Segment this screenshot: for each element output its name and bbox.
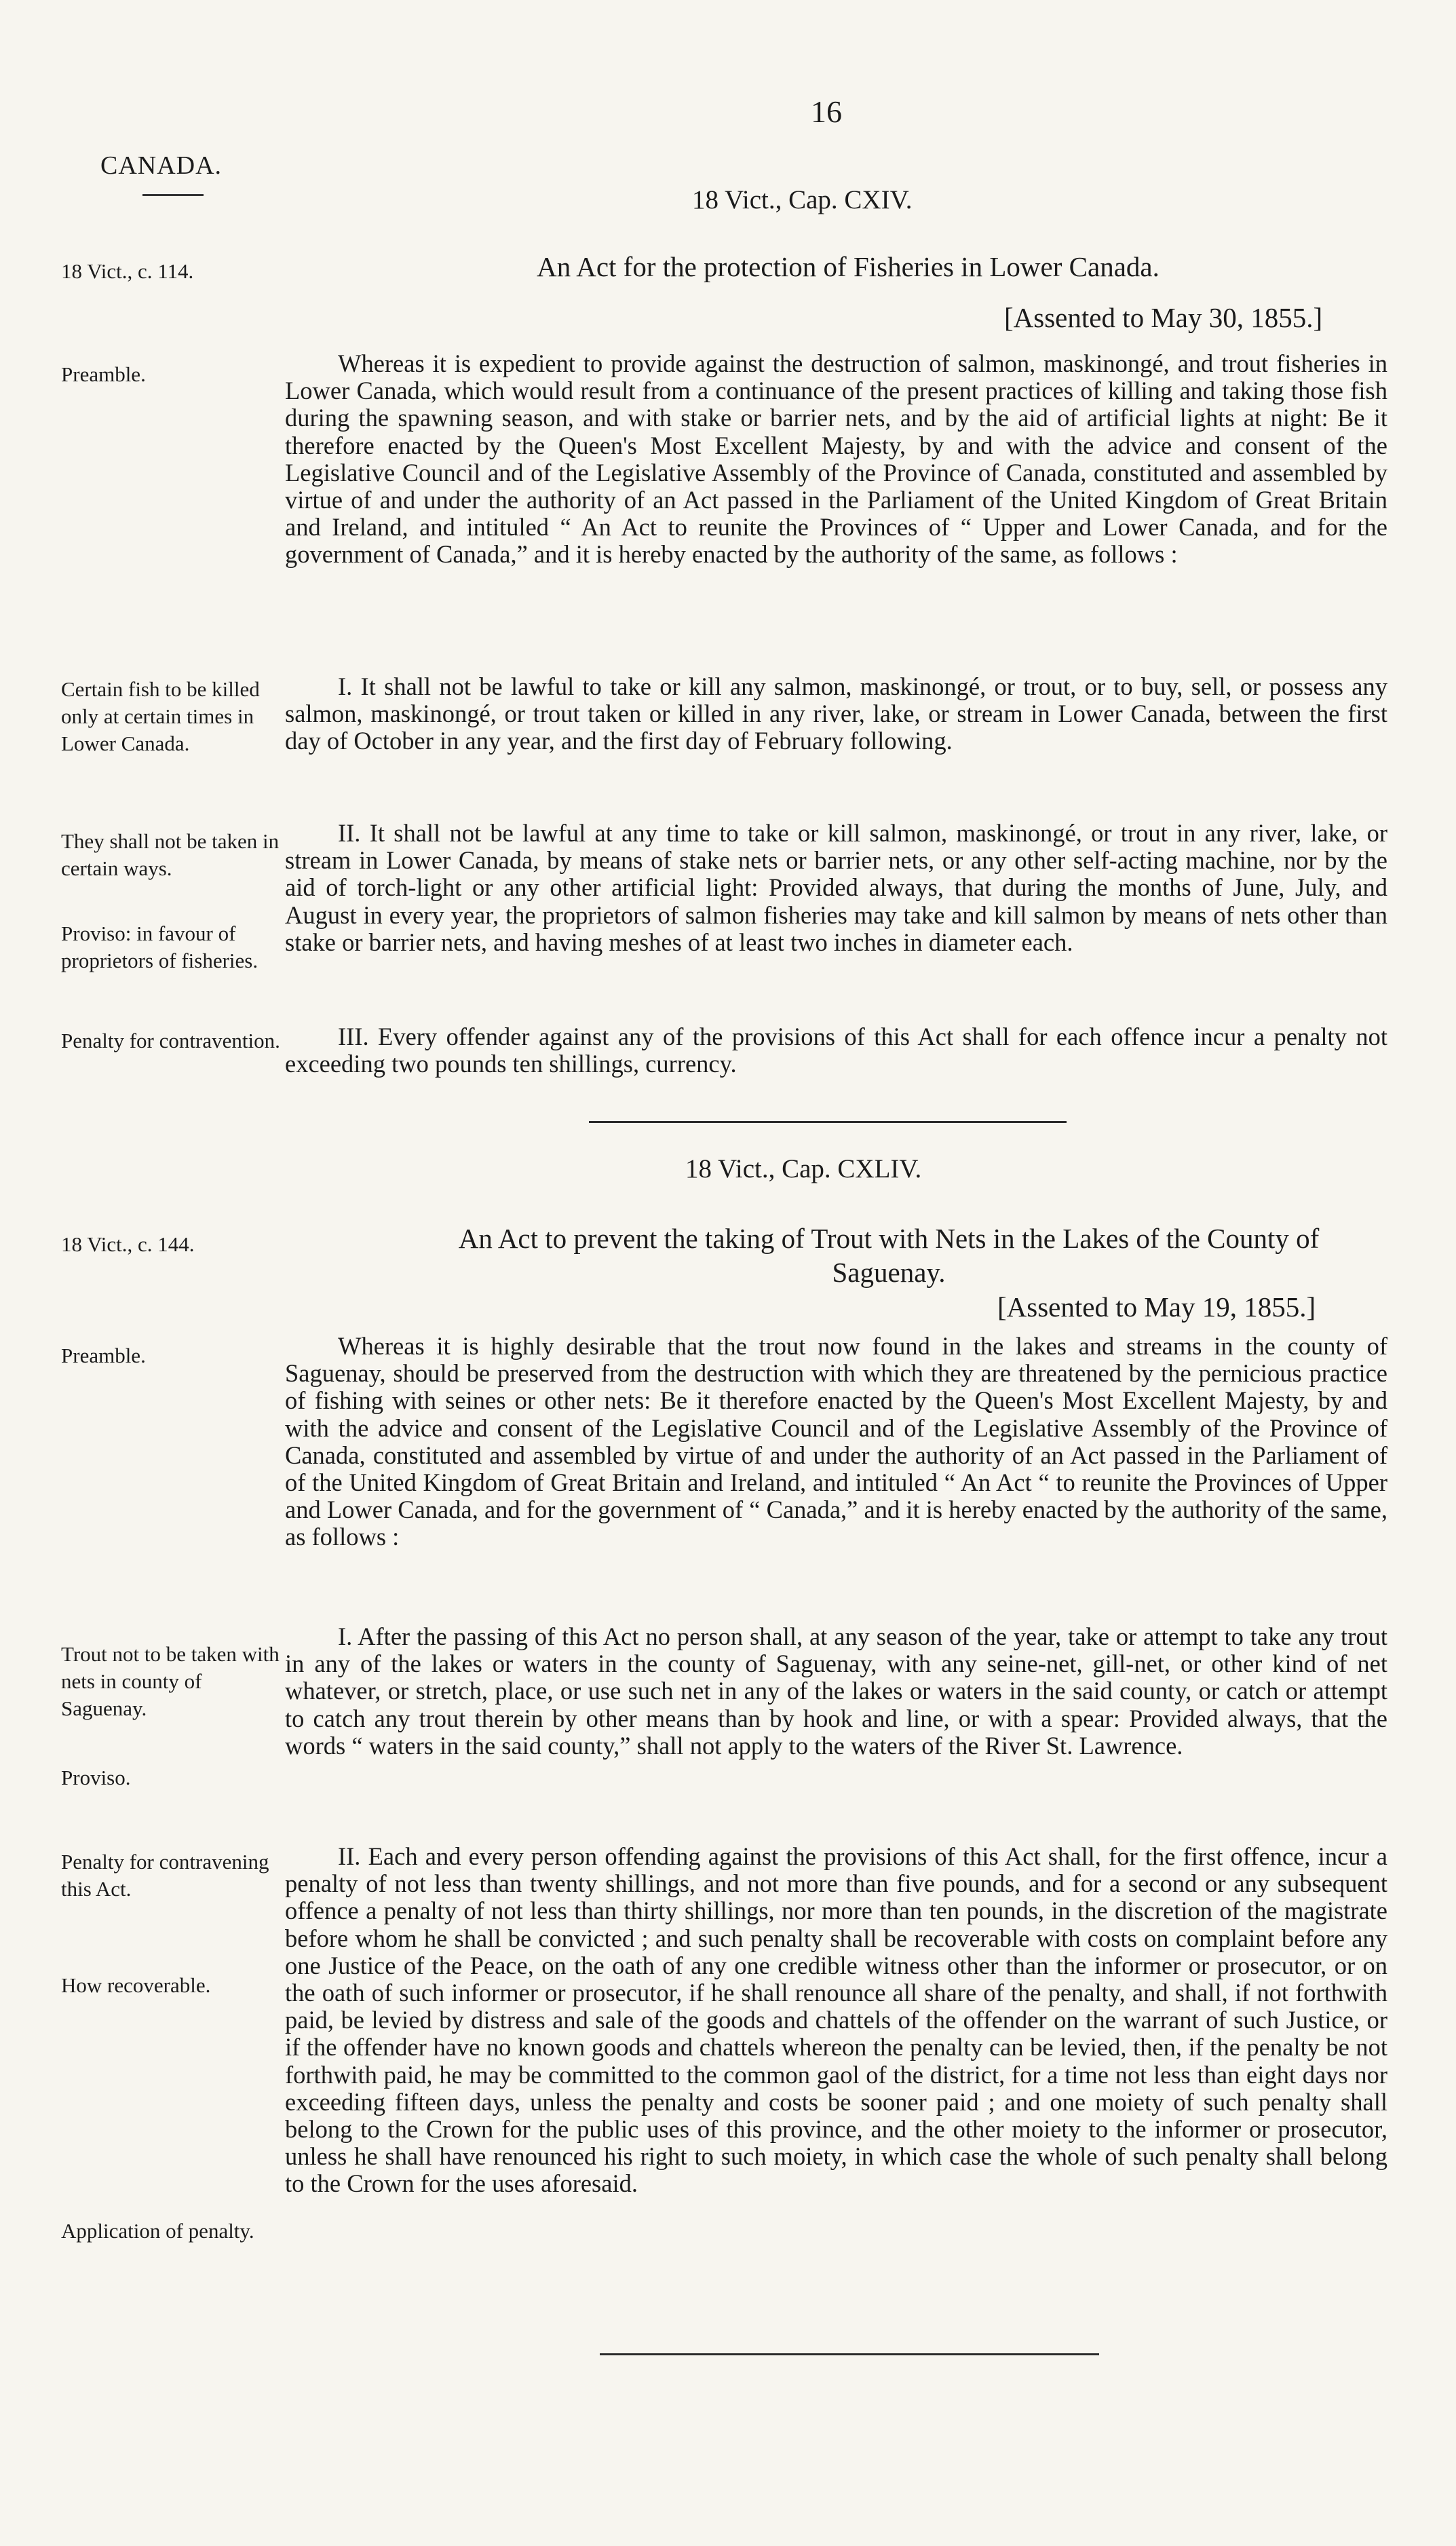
cap-heading: 18 Vict., Cap. CXIV. [692, 185, 913, 214]
section-3-paragraph: III. Every offender against any of the provisions of this Act shall for each offence incur a penalty not exceeding two pounds ten shillings, currency. [285, 1023, 1387, 1078]
preamble-paragraph: Whereas it is highly desirable that the trout now found in the lakes and streams in the county of Saguenay, should be preserved from the destruction with which they are threatened by the pernicious practice of fishing with seines or other nets: Be it therefore enacted by the Queen's Most Excellent Majesty, by and with the advice and consent of the Legislative Council and of the Legislative Assembly of the Province of Canada, constituted and assembled by virtue of and under the authority of an Act passed in the Parliament of of the United Kingdom of Great Britain and Ireland, and intituled “ An Act “ to reunite the Provinces of Upper and Lower Canada, and for the government of “ Canada,” and it is hereby enacted by the authority of the same, as follows : [285, 1332, 1387, 1551]
sidenote-recovery: How recoverable. [61, 1973, 211, 1997]
cap-heading: 18 Vict., Cap. CXLIV. [685, 1154, 922, 1183]
region-rule [142, 194, 204, 196]
section-2-paragraph: II. Each and every person offending against the provisions of this Act shall, for the first offence, incur a penalty of not less than twenty shillings, and not more than five pounds, and for a second or any subsequent offence a penalty of not less than thirty shillings, nor more than ten pounds, in the discretion of the magistrate before whom he shall be convicted ; and such penalty shall be recoverable with costs on complaint before any one Justice of the Peace, on the oath of any one credible witness other than the informer or prosecutor, or on the oath of such informer or prosecutor, if he shall renounce all share of the penalty, and shall, if not forthwith paid, be levied by distress and sale of the goods and chattels of the offender on the warrant of such Justice, or if the offender have no known goods and chattels whereon the penalty can be levied, then, if the penalty be not forthwith paid, he may be committed to the common gaol of the district, for a time not less than eight days nor exceeding fifteen days, unless the penalty and costs be sooner paid ; and one moiety of such penalty shall belong to the Crown for the public uses of this province, and the other moiety to the informer or prosecutor, unless he shall have renounced his right to such moiety, in which case the whole of such penalty shall belong to the Crown for the uses aforesaid. [285, 1842, 1387, 2198]
preamble-paragraph: Whereas it is expedient to provide against the destruction of salmon, maskinongé, and trout fisheries in Lower Canada, which would result from a continuance of the present practices of killing and taking those fish during the spawning season, and with stake or barrier nets, and by the aid of artificial lights at night: Be it therefore enacted by the Queen's Most Excellent Majesty, by and with the advice and consent of the Legislative Council and of the Legislative Assembly of the Province of Canada, constituted and assembled by virtue of and under the authority of an Act passed in the Parliament of the United Kingdom of Great Britain and Ireland, and intituled “ An Act to reunite the Provinces of “ Upper and Lower Canada, and for the government of Canada,” and it is hereby enacted by the authority of the same, as follows : [285, 349, 1387, 569]
sidenote-proviso: Proviso: in favour of proprietors of fisheries. [61, 922, 258, 972]
sidenote-application: Application of penalty. [61, 2219, 254, 2243]
sidenote-section-3: Penalty for contravention. [61, 1029, 280, 1052]
act-title-line-1: An Act to prevent the taking of Trout with Nets in the Lakes of the County of [458, 1223, 1320, 1254]
assent-date: [Assented to May 30, 1855.] [1004, 302, 1323, 333]
sidenote-section-2: They shall not be taken in certain ways. [61, 829, 280, 880]
region-label: CANADA. [100, 151, 223, 180]
section-1-paragraph: I. After the passing of this Act no person shall, at any season of the year, take or attempt to take any trout in any of the lakes or waters in the county of Saguenay, with any seine-net, gill-net, or other kind of net whatever, or stretch, place, or use such net in any of the lakes or waters in the said county, or catch or attempt to catch any trout therein by other means than by hook and line, or with a spear: Provided always, that the words “ waters in the said county,” shall not apply to the waters of the River St. Lawrence. [285, 1622, 1387, 1760]
end-rule [600, 2353, 1099, 2355]
sidenote-preamble: Preamble. [61, 362, 146, 386]
act-title-line-2: Saguenay. [832, 1257, 946, 1288]
act-title [346, 1221, 1432, 1289]
section-2-paragraph: II. It shall not be lawful at any time to take or kill salmon, maskinongé, or trout in any river, lake, or stream in Lower Canada, by means of stake nets or barrier nets, or any other self-acting machine, nor by the aid of torch-light or any other artificial light: Provided always, that during the months of June, July, and August in every year, the proprietors of salmon fisheries may take and kill salmon by means of nets other than stake or barrier nets, and having meshes of at least two inches in diameter each. [285, 819, 1387, 956]
page-number: 16 [811, 94, 842, 129]
assent-date: [Assented to May 19, 1855.] [997, 1291, 1316, 1323]
act-citation: 18 Vict., c. 114. [61, 259, 194, 283]
section-1-paragraph: I. It shall not be lawful to take or kill any salmon, maskinongé, or trout, or to buy, sell, or possess any salmon, maskinongé, or trout taken or killed in any river, lake, or stream in Lower Canada, between the first day of October in any year, and the first day of February following. [285, 672, 1387, 755]
act-title: An Act for the protection of Fisheries in Lower Canada. [537, 251, 1160, 282]
sidenote-section-2: Penalty for contravening this Act. [61, 1850, 269, 1901]
sidenote-section-1: Certain fish to be killed only at certain times in Lower Canada. [61, 677, 260, 755]
sidenote-preamble: Preamble. [61, 1344, 146, 1367]
sidenote-proviso: Proviso. [61, 1766, 131, 1789]
section-divider [589, 1121, 1067, 1123]
sidenote-section-1: Trout not to be taken with nets in county of Saguenay. [61, 1642, 280, 1720]
act-citation: 18 Vict., c. 144. [61, 1232, 195, 1256]
